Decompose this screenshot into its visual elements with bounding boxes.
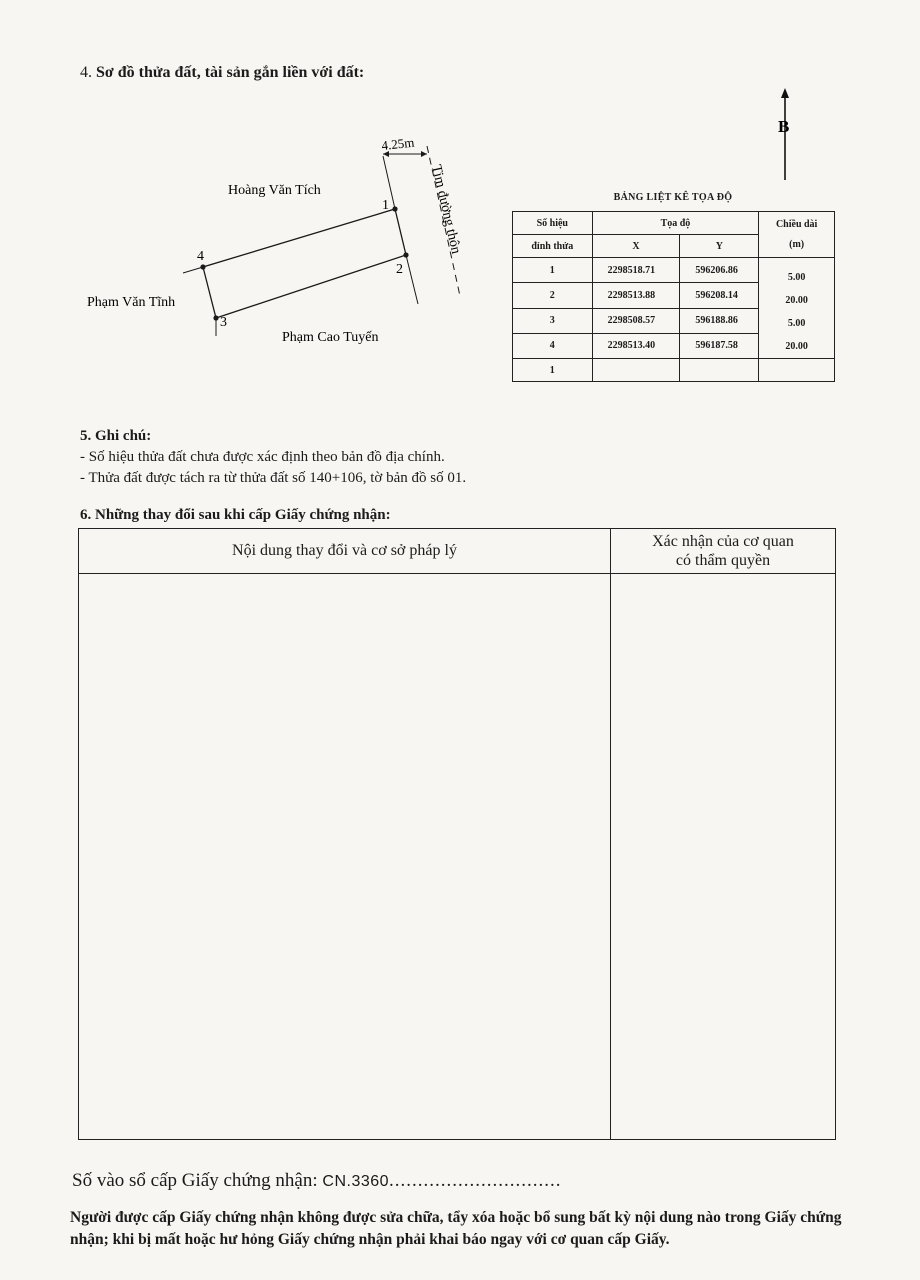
- row-length-empty: [759, 359, 835, 382]
- header-x: X: [592, 235, 680, 258]
- row-x: 2298513.88: [592, 283, 680, 308]
- row-point: 4: [513, 333, 593, 358]
- registry-dots: ..............................: [389, 1170, 562, 1191]
- table-row: [513, 258, 835, 283]
- authority-confirmation-header: [611, 529, 835, 573]
- row-y: [680, 359, 759, 382]
- table-divider: [610, 529, 611, 1139]
- land-plot-diagram: [60, 80, 480, 360]
- table-header-divider: [79, 573, 835, 574]
- row-y: 596187.58: [680, 333, 759, 358]
- neighbor-top-label: Hoàng Văn Tích: [228, 183, 321, 198]
- header-y: Y: [680, 235, 759, 258]
- row-point: 1: [513, 258, 593, 283]
- header-length-line2: (m): [789, 239, 805, 250]
- parcel-outline: [203, 209, 406, 318]
- authority-header-line1: Xác nhận của cơ quan: [652, 533, 794, 550]
- row-x: 2298513.40: [592, 333, 680, 358]
- row-point: 2: [513, 283, 593, 308]
- coordinate-table-caption: BẢNG LIỆT KÊ TỌA ĐỘ: [613, 192, 733, 203]
- registry-label: Số vào sổ cấp Giấy chứng nhận:: [72, 1170, 318, 1191]
- row-x: 2298518.71: [592, 258, 680, 283]
- vertex-3-label: 3: [220, 315, 227, 330]
- length-value: 20.00: [785, 341, 808, 352]
- length-value: 5.00: [787, 318, 806, 329]
- length-value: 20.00: [785, 295, 808, 306]
- vertex-2-point: [403, 252, 408, 257]
- row-x: 2298508.57: [592, 308, 680, 333]
- neighbor-left-label: Phạm Văn Tĩnh: [87, 295, 176, 310]
- authority-header-line2: có thẩm quyền: [675, 552, 771, 569]
- row-y: 596188.86: [680, 308, 759, 333]
- changes-section-title: 6. Những thay đổi sau khi cấp Giấy chứng nhận:: [80, 507, 391, 523]
- boundary-extension-right: [406, 255, 418, 304]
- row-point: 3: [513, 308, 593, 333]
- note-item: - Thửa đất được tách ra từ thửa đất số 140+106, tờ bản đồ số 01.: [80, 470, 467, 486]
- row-y: 596208.14: [680, 283, 759, 308]
- vertex-4-label: 4: [197, 249, 204, 264]
- section-4-heading: Sơ đồ thửa đất, tài sản gắn liền với đất:: [96, 64, 365, 81]
- header-length-line1: Chiều dài: [775, 219, 818, 230]
- section-4-number: 4.: [80, 64, 92, 81]
- changes-table: [78, 528, 836, 1140]
- boundary-extension-left: [183, 267, 203, 273]
- vertex-3-point: [213, 315, 218, 320]
- length-value: 5.00: [787, 272, 806, 283]
- neighbor-bottom-label: Phạm Cao Tuyến: [282, 330, 379, 345]
- road-distance-label: 4.25m: [380, 134, 416, 153]
- coordinate-table: [512, 211, 835, 382]
- header-point-number: Số hiệu: [513, 212, 593, 235]
- vertex-1-point: [392, 206, 397, 211]
- dimension-arrow-right: [421, 151, 427, 157]
- vertex-4-point: [200, 264, 205, 269]
- notes-section: [80, 426, 466, 489]
- row-x: [592, 359, 680, 382]
- row-point: 1: [513, 359, 593, 382]
- north-arrow-label: B: [778, 117, 790, 136]
- header-length: [759, 212, 835, 258]
- notes-title: 5. Ghi chú:: [80, 428, 152, 444]
- table-row: [513, 359, 835, 382]
- row-y: 596206.86: [680, 258, 759, 283]
- header-vertex: đỉnh thửa: [513, 235, 593, 258]
- header-coordinates: Tọa độ: [592, 212, 759, 235]
- vertex-1-label: 1: [382, 198, 389, 213]
- vertex-2-label: 2: [396, 262, 403, 277]
- north-arrow: [770, 88, 800, 188]
- north-arrow-head: [781, 88, 789, 98]
- road-centerline-label: Tim đường thôn: [428, 163, 464, 256]
- legal-notice: Người được cấp Giấy chứng nhận không được sửa chữa, tẩy xóa hoặc bổ sung bất kỳ nội dung nào trong Giấy chứng nhận; khi bị mất hoặc hư hỏng Giấy chứng nhận phải khai báo ngay với cơ quan cấp Giấy.: [70, 1209, 842, 1248]
- registry-number-line: [72, 1170, 562, 1192]
- note-item: - Số hiệu thửa đất chưa được xác định theo bản đồ địa chính.: [80, 449, 445, 465]
- registry-value: CN.3360: [322, 1173, 390, 1190]
- length-column: [759, 258, 835, 359]
- changes-content-header: Nội dung thay đổi và cơ sở pháp lý: [232, 542, 457, 559]
